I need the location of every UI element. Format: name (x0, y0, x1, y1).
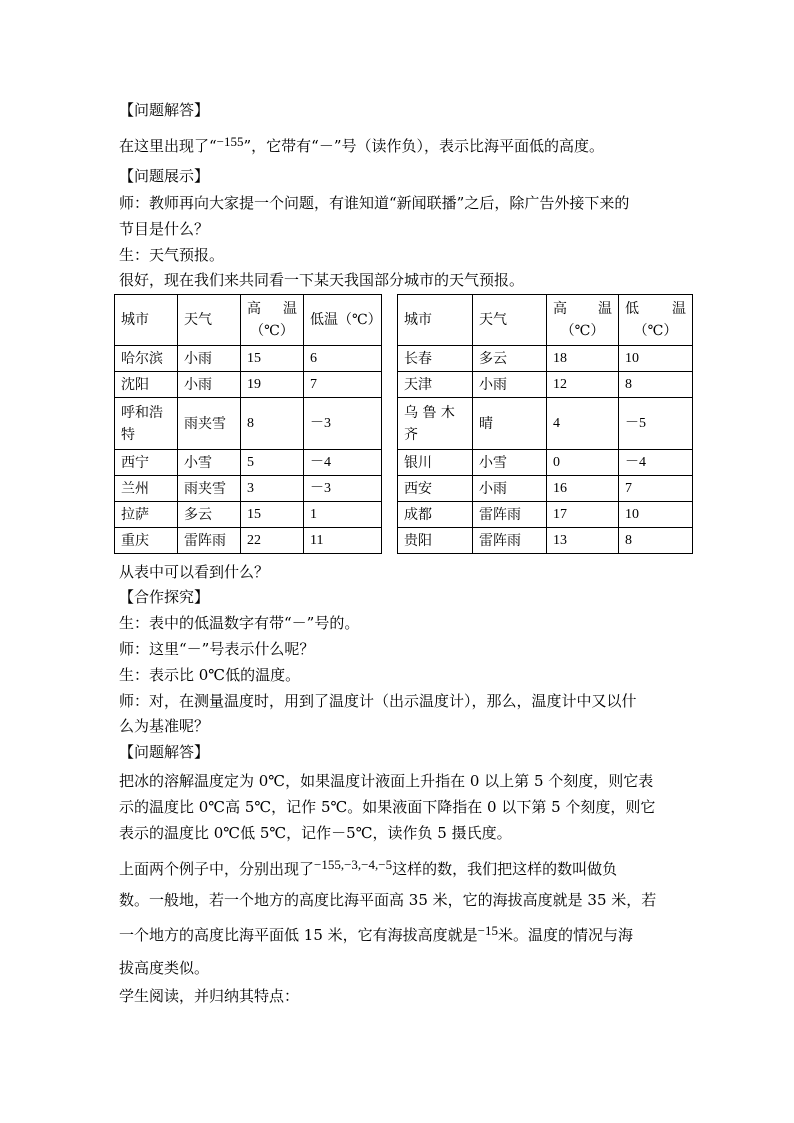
cell-weather: 小雪 (178, 450, 241, 476)
table-row (115, 372, 693, 398)
cell-city: 西宁 (115, 450, 178, 476)
paragraph (119, 925, 633, 946)
cell-weather: 小雪 (473, 450, 547, 476)
table-gap (382, 372, 398, 398)
cell-weather: 晴 (473, 398, 547, 450)
paragraph: 节目是什么？ (119, 220, 210, 238)
cell-city: 兰州 (115, 476, 178, 502)
cell-weather: 雷阵雨 (178, 528, 241, 554)
paragraph: 师：教师再向大家提一个问题，有谁知道“新闻联播”之后，除广告外接下来的 (119, 194, 630, 212)
cell-low: 7 (619, 476, 693, 502)
paragraph: 师：对，在测量温度时，用到了温度计（出示温度计），那么，温度计中又以什 (119, 692, 637, 710)
header-city: 城市 (398, 295, 473, 346)
section-heading: 【合作探究】 (119, 588, 210, 606)
cell-low: －4 (619, 450, 693, 476)
cell-low: 1 (304, 502, 382, 528)
header-city: 城市 (115, 295, 178, 346)
header-low: 低温（℃） (304, 295, 382, 346)
paragraph: 师：这里“－”号表示什么呢？ (119, 640, 315, 658)
cell-high: 12 (547, 372, 619, 398)
table-gap (382, 295, 398, 346)
cell-city: 成都 (398, 502, 473, 528)
cell-weather: 多云 (473, 346, 547, 372)
cell-low: －5 (619, 398, 693, 450)
paragraph: 生：表中的低温数字有带“－”号的。 (119, 614, 360, 632)
table-gap (382, 528, 398, 554)
math-inline: −15 (477, 923, 498, 938)
cell-city: 贵阳 (398, 528, 473, 554)
cell-high: 22 (241, 528, 304, 554)
header-high: 高 温 （℃） (547, 295, 619, 346)
table-gap (382, 450, 398, 476)
cell-high: 8 (241, 398, 304, 450)
paragraph: 数。一般地，若一个地方的高度比海平面高 35 米，它的海拔高度就是 35 米，若 (119, 891, 657, 909)
cell-low: 10 (619, 502, 693, 528)
cell-low: 8 (619, 372, 693, 398)
cell-low: 10 (619, 346, 693, 372)
table-header-row (115, 295, 693, 346)
text: 上面两个例子中，分别出现了 (119, 860, 315, 878)
cell-high: 13 (547, 528, 619, 554)
cell-high: 3 (241, 476, 304, 502)
cell-weather: 小雨 (178, 372, 241, 398)
header-weather: 天气 (178, 295, 241, 346)
cell-high: 18 (547, 346, 619, 372)
cell-weather: 小雨 (473, 372, 547, 398)
paragraph: 生：天气预报。 (119, 246, 225, 264)
cell-high: 17 (547, 502, 619, 528)
table-gap (382, 398, 398, 450)
cell-weather: 小雨 (473, 476, 547, 502)
cell-high: 4 (547, 398, 619, 450)
paragraph (119, 136, 604, 157)
text: ”，它带有“－”号（读作负），表示比海平面低的高度。 (243, 137, 605, 155)
cell-weather: 小雨 (178, 346, 241, 372)
table-row (115, 398, 693, 450)
paragraph: 么为基准呢？ (119, 717, 210, 735)
table-gap (382, 476, 398, 502)
section-heading: 【问题解答】 (119, 743, 210, 761)
cell-city: 天津 (398, 372, 473, 398)
cell-city: 乌 鲁 木 齐 (398, 398, 473, 450)
cell-city: 拉萨 (115, 502, 178, 528)
header-low: 低 温 （℃） (619, 295, 693, 346)
math-inline: −155 (216, 134, 244, 149)
section-heading: 【问题解答】 (119, 101, 210, 119)
cell-city: 长春 (398, 346, 473, 372)
cell-city: 沈阳 (115, 372, 178, 398)
cell-low: －4 (304, 450, 382, 476)
paragraph: 示的温度比 0℃高 5℃，记作 5℃。如果液面下降指在 0 以下第 5 个刻度，则它 (119, 798, 656, 816)
cell-city: 西安 (398, 476, 473, 502)
cell-high: 15 (241, 346, 304, 372)
paragraph: 生：表示比 0℃低的温度。 (119, 666, 301, 684)
cell-low: －3 (304, 476, 382, 502)
text: 在这里出现了“ (119, 137, 217, 155)
cell-high: 19 (241, 372, 304, 398)
text: 这样的数，我们把这样的数叫做负 (392, 860, 618, 878)
table-row (115, 476, 693, 502)
header-high: 高 温 （℃） (241, 295, 304, 346)
cell-city: 呼和浩 特 (115, 398, 178, 450)
paragraph: 很好，现在我们来共同看一下某天我国部分城市的天气预报。 (119, 271, 525, 289)
cell-high: 15 (241, 502, 304, 528)
cell-weather: 雷阵雨 (473, 528, 547, 554)
header-weather: 天气 (473, 295, 547, 346)
paragraph (119, 859, 617, 880)
table-row (115, 502, 693, 528)
cell-low: 11 (304, 528, 382, 554)
table-row (115, 528, 693, 554)
table-row (115, 450, 693, 476)
cell-weather: 雷阵雨 (473, 502, 547, 528)
paragraph: 表示的温度比 0℃低 5℃，记作－5℃，读作负 5 摄氏度。 (119, 824, 512, 842)
cell-low: 8 (619, 528, 693, 554)
cell-low: －3 (304, 398, 382, 450)
section-heading: 【问题展示】 (119, 167, 210, 185)
cell-high: 16 (547, 476, 619, 502)
cell-city: 银川 (398, 450, 473, 476)
cell-city: 重庆 (115, 528, 178, 554)
paragraph: 从表中可以看到什么？ (119, 563, 270, 581)
cell-city: 哈尔滨 (115, 346, 178, 372)
weather-table (114, 294, 693, 554)
table-row (115, 346, 693, 372)
table-gap (382, 502, 398, 528)
paragraph: 学生阅读，并归纳其特点： (119, 987, 300, 1005)
paragraph: 拔高度类似。 (119, 959, 210, 977)
cell-weather: 雨夹雪 (178, 398, 241, 450)
cell-high: 5 (241, 450, 304, 476)
text: 米。温度的情况与海 (497, 926, 633, 944)
paragraph: 把冰的溶解温度定为 0℃，如果温度计液面上升指在 0 以上第 5 个刻度，则它表 (119, 772, 654, 790)
cell-low: 6 (304, 346, 382, 372)
cell-low: 7 (304, 372, 382, 398)
math-inline: −155,−3,−4,−5 (314, 857, 393, 872)
table-gap (382, 346, 398, 372)
text: 一个地方的高度比海平面低 15 米，它有海拔高度就是 (119, 926, 478, 944)
cell-weather: 雨夹雪 (178, 476, 241, 502)
cell-weather: 多云 (178, 502, 241, 528)
cell-high: 0 (547, 450, 619, 476)
